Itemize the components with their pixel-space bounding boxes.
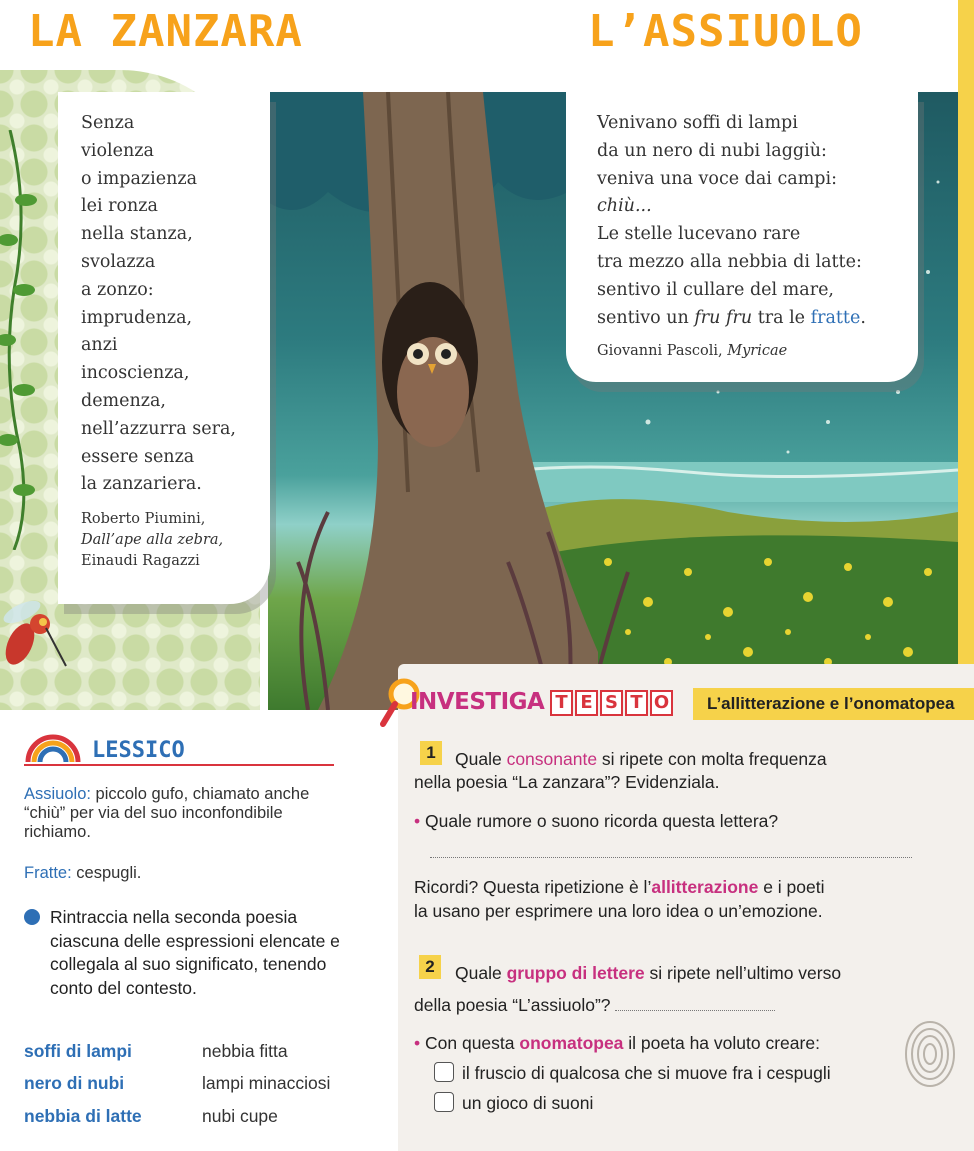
match-definition[interactable]: nebbia fitta	[202, 1041, 288, 1061]
match-definition[interactable]: nubi cupe	[202, 1106, 278, 1126]
question-2-cont	[414, 992, 775, 1018]
question-number: 1	[420, 741, 442, 765]
poem-l-assiuolo	[597, 110, 866, 332]
credit-work: Dall’ape alla zebra,	[81, 532, 224, 548]
question-1-sub	[414, 808, 778, 834]
question-1-note-cont: la usano per esprimere una loro idea o un’emozione.	[414, 901, 823, 921]
testo-letter: T	[625, 690, 648, 716]
rainbow-icon	[24, 734, 82, 764]
testo-letter: S	[600, 690, 623, 716]
glossary-entry-fratte	[24, 864, 141, 883]
q-text: della poesia “L’assiuolo”?	[414, 995, 611, 1015]
question-1-cont: nella poesia “La zanzara”? Evidenziala.	[414, 772, 720, 792]
topic-label: L’allitterazione e l’onomatopea	[693, 688, 974, 720]
poem-line: violenza	[81, 140, 154, 161]
q-text: Quale rumore o suono ricorda questa lettera?	[425, 811, 779, 831]
option-text: il fruscio di qualcosa che si muove fra i cespugli	[462, 1063, 831, 1083]
match-definition[interactable]: lampi minacciosi	[202, 1073, 331, 1093]
q-keyword: allitterazione	[651, 877, 759, 897]
glossary-definition: cespugli.	[71, 864, 142, 882]
poem-line: nell’azzurra sera,	[81, 418, 236, 439]
poem-line: svolazza	[81, 251, 156, 272]
poem-line: chiù...	[597, 196, 652, 217]
fingerprint-icon	[902, 1018, 958, 1090]
mosquito-icon	[0, 596, 70, 671]
poem-line: imprudenza,	[81, 307, 193, 328]
poem-text-italic: fru fru	[694, 307, 753, 328]
poem-line: incoscienza,	[81, 363, 190, 384]
answer-line[interactable]	[615, 1010, 775, 1011]
poem-line: veniva una voce dai campi:	[597, 168, 837, 189]
poem-line	[597, 305, 866, 333]
poem-line: sentivo il cullare del mare,	[597, 279, 834, 300]
title-la-zanzara: LA ZANZARA	[28, 6, 303, 57]
glossary-term: Fratte:	[24, 864, 72, 882]
poem-text: sentivo un	[597, 307, 695, 328]
option-text: un gioco di suoni	[462, 1093, 594, 1113]
q-text: Quale	[455, 963, 507, 983]
q-text: il poeta ha voluto creare:	[623, 1033, 820, 1053]
q-text: Con questa	[425, 1033, 520, 1053]
testo-letter: E	[575, 690, 598, 716]
answer-line[interactable]	[430, 857, 912, 858]
poem-line: Venivano soffi di lampi	[597, 113, 798, 133]
poem-line: lei ronza	[81, 196, 158, 217]
poem-line: a zonzo:	[81, 279, 154, 300]
q-text: Ricordi? Questa ripetizione è l’	[414, 877, 652, 897]
glossary-definition: piccolo gufo, chiamato anche “chiù” per via del suo inconfondibile richiamo.	[24, 785, 310, 841]
poem-line: nella stanza,	[81, 224, 193, 245]
q-text: si ripete con molta frequenza	[597, 749, 827, 769]
option-1[interactable]	[434, 1060, 831, 1086]
testo-letter: T	[550, 690, 573, 716]
q-text: Quale	[455, 749, 507, 769]
poem-text: .	[860, 307, 866, 328]
poem-line: Le stelle lucevano rare	[597, 224, 801, 245]
checkbox[interactable]	[434, 1092, 454, 1112]
glossary-term: Assiuolo:	[24, 785, 91, 803]
poem-line: da un nero di nubi laggiù:	[597, 140, 827, 161]
match-term[interactable]: nebbia di latte	[24, 1106, 142, 1126]
page-edge-strip	[958, 0, 974, 700]
credit-work: Myricae	[727, 343, 788, 359]
poem-line: tra mezzo alla nebbia di latte:	[597, 251, 862, 272]
poem-line: essere senza	[81, 446, 195, 467]
option-2[interactable]	[434, 1090, 593, 1116]
title-l-assiuolo: L’ASSIUOLO	[588, 6, 863, 57]
glossary-entry-assiuolo	[24, 785, 324, 842]
bullet-icon	[24, 909, 40, 925]
bullet-icon: •	[414, 1033, 425, 1053]
vine-icon	[0, 130, 48, 550]
poem-line: demenza,	[81, 390, 166, 411]
bullet-icon: •	[414, 811, 425, 831]
investiga-label: INVESTIGA	[410, 689, 545, 715]
poem-la-zanzara	[81, 110, 236, 499]
task-text: Rintraccia nella seconda poesia ciascuna delle espressioni elencate e collegala al suo significato, tenendo conto del contesto.	[50, 907, 340, 998]
question-2-sub	[414, 1030, 820, 1056]
q-keyword: onomatopea	[519, 1033, 624, 1053]
glossary-word-fratte: fratte	[810, 307, 861, 328]
question-2	[455, 960, 841, 986]
match-term[interactable]: nero di nubi	[24, 1073, 125, 1093]
lessico-title: LESSICO	[92, 738, 185, 763]
credit-pascoli	[597, 341, 787, 362]
poem-line: anzi	[81, 335, 118, 356]
q-text: si ripete nell’ultimo verso	[644, 963, 842, 983]
q-keyword: consonante	[506, 749, 598, 769]
credit-publisher: Einaudi Ragazzi	[81, 553, 200, 569]
poem-text: tra le	[752, 307, 811, 328]
testo-letter: O	[650, 690, 673, 716]
lessico-header	[24, 730, 334, 766]
question-1-note	[414, 874, 824, 900]
q-text: e i poeti	[758, 877, 825, 897]
match-term[interactable]: soffi di lampi	[24, 1041, 132, 1061]
poem-line: Senza	[81, 113, 135, 133]
poem-line: o impazienza	[81, 168, 198, 189]
checkbox[interactable]	[434, 1062, 454, 1082]
credit-piumini	[81, 509, 223, 572]
credit-author: Roberto Piumini,	[81, 511, 206, 527]
exercise-task	[24, 906, 344, 1000]
q-keyword: gruppo di lettere	[506, 963, 645, 983]
credit-author: Giovanni Pascoli,	[597, 343, 728, 359]
question-number: 2	[419, 955, 441, 979]
poem-line: la zanzariera.	[81, 474, 202, 495]
